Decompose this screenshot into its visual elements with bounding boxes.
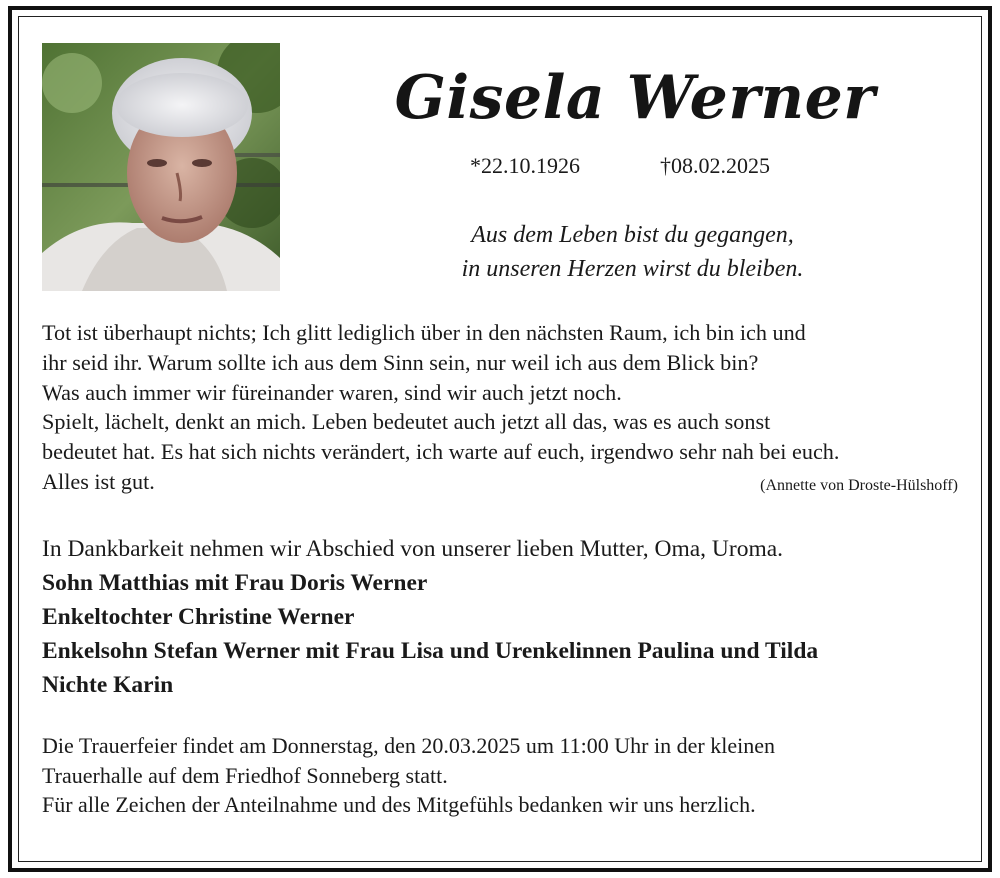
- service-line: Für alle Zeichen der Anteilnahme und des Mitgefühls bedanken wir uns herzlich.: [42, 792, 756, 817]
- portrait-photo: [42, 43, 280, 291]
- poem: [42, 318, 962, 497]
- deceased-name: Gisela Werner: [394, 63, 876, 133]
- family-member: Enkelsohn Stefan Werner mit Frau Lisa und Urenkelinnen Paulina und Tilda: [42, 638, 819, 664]
- poem-line: Was auch immer wir füreinander waren, sind wir auch jetzt noch.: [42, 379, 622, 405]
- poem-attribution: (Annette von Droste-Hülshoff): [760, 476, 958, 494]
- poem-line: Alles ist gut.: [42, 468, 155, 494]
- death-date: †08.02.2025: [660, 153, 770, 178]
- birth-date: *22.10.1926: [470, 153, 580, 178]
- poem-line: Spielt, lächelt, denkt an mich. Leben bedeutet auch jetzt all das, was es auch sonst: [42, 409, 771, 435]
- poem-line: ihr seid ihr. Warum sollte ich aus dem Sinn sein, nur weil ich aus dem Blick bin?: [42, 349, 759, 375]
- family-member: Nichte Karin: [42, 672, 174, 698]
- service-info: [42, 731, 972, 820]
- poem-last-row: [42, 467, 962, 497]
- family-section: [42, 532, 972, 702]
- poem-line: Tot ist überhaupt nichts; Ich glitt lediglich über in den nächsten Raum, ich bin ich und: [42, 320, 806, 345]
- service-line: Die Trauerfeier findet am Donnerstag, den 20.03.2025 um 11:00 Uhr in der kleinen: [42, 733, 775, 758]
- motto-line: Aus dem Leben bist du gegangen,: [471, 222, 794, 248]
- family-member: Sohn Matthias mit Frau Doris Werner: [42, 570, 428, 596]
- service-line: Trauerhalle auf dem Friedhof Sonneberg statt.: [42, 762, 448, 788]
- family-member: Enkeltochter Christine Werner: [42, 604, 355, 630]
- poem-line: bedeutet hat. Es hat sich nichts verändert, ich warte auf euch, irgendwo sehr nah bei euch.: [42, 439, 840, 465]
- family-intro: In Dankbarkeit nehmen wir Abschied von unserer lieben Mutter, Oma, Uroma.: [42, 536, 784, 562]
- motto-line: in unseren Herzen wirst du bleiben.: [461, 256, 804, 282]
- motto: [380, 218, 885, 286]
